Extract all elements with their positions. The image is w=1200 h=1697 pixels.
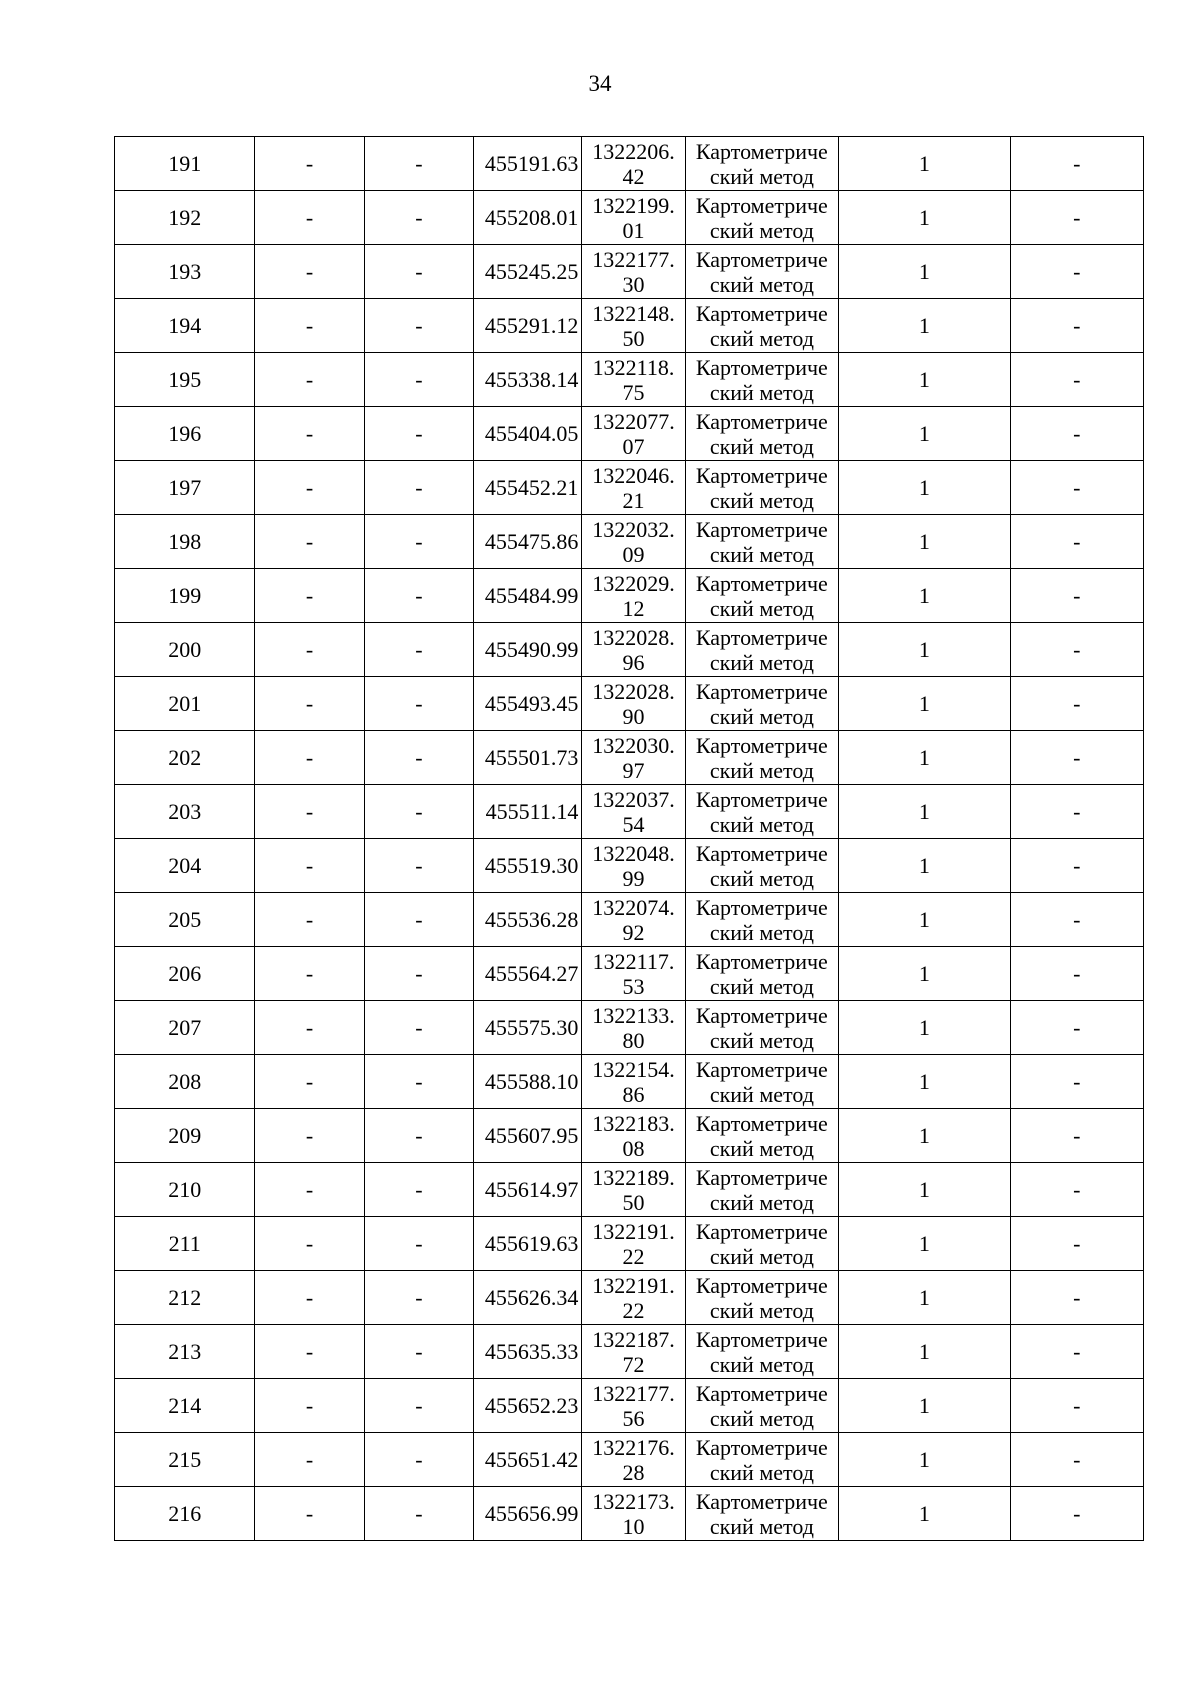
method-cell: Картометриче ский метод [685,785,838,839]
accuracy-cell: 1 [839,1271,1011,1325]
point-number-cell: 205 [115,893,255,947]
y-coordinate-cell: 1322028. 96 [582,623,685,677]
method-cell: Картометриче ский метод [685,407,838,461]
accuracy-cell: 1 [839,137,1011,191]
note-cell: - [1010,623,1143,677]
note-cell: - [1010,137,1143,191]
empty-value-cell: - [255,1271,364,1325]
table-row [115,1271,1144,1325]
note-cell: - [1010,461,1143,515]
point-number-cell: 214 [115,1379,255,1433]
table-row [115,1325,1144,1379]
x-coordinate-cell: 455519.30 [474,839,582,893]
method-cell: Картометриче ский метод [685,191,838,245]
accuracy-cell: 1 [839,731,1011,785]
empty-value-cell: - [364,1217,473,1271]
note-cell: - [1010,353,1143,407]
point-number-cell: 206 [115,947,255,1001]
accuracy-cell: 1 [839,245,1011,299]
point-number-cell: 209 [115,1109,255,1163]
point-number-cell: 203 [115,785,255,839]
table-row [115,677,1144,731]
y-coordinate-cell: 1322177. 30 [582,245,685,299]
empty-value-cell: - [364,191,473,245]
empty-value-cell: - [364,569,473,623]
note-cell: - [1010,515,1143,569]
note-cell: - [1010,1433,1143,1487]
accuracy-cell: 1 [839,1055,1011,1109]
method-cell: Картометриче ский метод [685,569,838,623]
x-coordinate-cell: 455588.10 [474,1055,582,1109]
y-coordinate-cell: 1322077. 07 [582,407,685,461]
x-coordinate-cell: 455614.97 [474,1163,582,1217]
point-number-cell: 216 [115,1487,255,1541]
table-row [115,839,1144,893]
accuracy-cell: 1 [839,569,1011,623]
accuracy-cell: 1 [839,893,1011,947]
method-cell: Картометриче ский метод [685,245,838,299]
empty-value-cell: - [364,1001,473,1055]
y-coordinate-cell: 1322032. 09 [582,515,685,569]
empty-value-cell: - [364,353,473,407]
table-row [115,893,1144,947]
empty-value-cell: - [255,947,364,1001]
point-number-cell: 195 [115,353,255,407]
table-row [115,191,1144,245]
empty-value-cell: - [364,1379,473,1433]
y-coordinate-cell: 1322118. 75 [582,353,685,407]
note-cell: - [1010,1217,1143,1271]
y-coordinate-cell: 1322037. 54 [582,785,685,839]
empty-value-cell: - [255,515,364,569]
table-row [115,515,1144,569]
x-coordinate-cell: 455651.42 [474,1433,582,1487]
y-coordinate-cell: 1322048. 99 [582,839,685,893]
y-coordinate-cell: 1322074. 92 [582,893,685,947]
x-coordinate-cell: 455536.28 [474,893,582,947]
empty-value-cell: - [364,1325,473,1379]
method-cell: Картометриче ский метод [685,353,838,407]
method-cell: Картометриче ский метод [685,1163,838,1217]
empty-value-cell: - [255,1217,364,1271]
x-coordinate-cell: 455191.63 [474,137,582,191]
table-row [115,1379,1144,1433]
coordinates-table-body [115,137,1144,1541]
point-number-cell: 198 [115,515,255,569]
point-number-cell: 201 [115,677,255,731]
point-number-cell: 210 [115,1163,255,1217]
accuracy-cell: 1 [839,947,1011,1001]
note-cell: - [1010,785,1143,839]
y-coordinate-cell: 1322133. 80 [582,1001,685,1055]
accuracy-cell: 1 [839,1325,1011,1379]
accuracy-cell: 1 [839,1163,1011,1217]
empty-value-cell: - [364,1055,473,1109]
empty-value-cell: - [364,1109,473,1163]
table-row [115,785,1144,839]
y-coordinate-cell: 1322117. 53 [582,947,685,1001]
table-row [115,1001,1144,1055]
empty-value-cell: - [255,407,364,461]
x-coordinate-cell: 455652.23 [474,1379,582,1433]
empty-value-cell: - [255,299,364,353]
note-cell: - [1010,1001,1143,1055]
empty-value-cell: - [255,623,364,677]
empty-value-cell: - [255,1055,364,1109]
x-coordinate-cell: 455575.30 [474,1001,582,1055]
point-number-cell: 207 [115,1001,255,1055]
x-coordinate-cell: 455626.34 [474,1271,582,1325]
empty-value-cell: - [364,947,473,1001]
method-cell: Картометриче ский метод [685,1055,838,1109]
method-cell: Картометриче ский метод [685,515,838,569]
empty-value-cell: - [364,1433,473,1487]
x-coordinate-cell: 455501.73 [474,731,582,785]
empty-value-cell: - [255,191,364,245]
table-row [115,947,1144,1001]
point-number-cell: 208 [115,1055,255,1109]
y-coordinate-cell: 1322046. 21 [582,461,685,515]
accuracy-cell: 1 [839,515,1011,569]
y-coordinate-cell: 1322030. 97 [582,731,685,785]
empty-value-cell: - [364,731,473,785]
empty-value-cell: - [364,839,473,893]
coordinates-table [114,136,1144,1541]
empty-value-cell: - [255,1487,364,1541]
method-cell: Картометриче ский метод [685,461,838,515]
empty-value-cell: - [255,1379,364,1433]
accuracy-cell: 1 [839,191,1011,245]
empty-value-cell: - [364,407,473,461]
accuracy-cell: 1 [839,785,1011,839]
y-coordinate-cell: 1322154. 86 [582,1055,685,1109]
empty-value-cell: - [255,461,364,515]
method-cell: Картометриче ский метод [685,1433,838,1487]
empty-value-cell: - [364,137,473,191]
table-row [115,407,1144,461]
x-coordinate-cell: 455490.99 [474,623,582,677]
point-number-cell: 200 [115,623,255,677]
accuracy-cell: 1 [839,1001,1011,1055]
method-cell: Картометриче ский метод [685,1001,838,1055]
method-cell: Картометриче ский метод [685,677,838,731]
accuracy-cell: 1 [839,407,1011,461]
empty-value-cell: - [255,245,364,299]
note-cell: - [1010,1487,1143,1541]
y-coordinate-cell: 1322189. 50 [582,1163,685,1217]
note-cell: - [1010,407,1143,461]
x-coordinate-cell: 455564.27 [474,947,582,1001]
accuracy-cell: 1 [839,1433,1011,1487]
table-row [115,623,1144,677]
accuracy-cell: 1 [839,1487,1011,1541]
page-number: 34 [588,71,612,96]
accuracy-cell: 1 [839,839,1011,893]
point-number-cell: 193 [115,245,255,299]
table-row [115,1433,1144,1487]
point-number-cell: 199 [115,569,255,623]
accuracy-cell: 1 [839,461,1011,515]
x-coordinate-cell: 455607.95 [474,1109,582,1163]
y-coordinate-cell: 1322199. 01 [582,191,685,245]
table-row [115,137,1144,191]
note-cell: - [1010,1379,1143,1433]
note-cell: - [1010,731,1143,785]
point-number-cell: 211 [115,1217,255,1271]
accuracy-cell: 1 [839,677,1011,731]
note-cell: - [1010,569,1143,623]
x-coordinate-cell: 455635.33 [474,1325,582,1379]
empty-value-cell: - [255,353,364,407]
empty-value-cell: - [255,677,364,731]
y-coordinate-cell: 1322191. 22 [582,1217,685,1271]
y-coordinate-cell: 1322029. 12 [582,569,685,623]
table-row [115,1487,1144,1541]
method-cell: Картометриче ский метод [685,1271,838,1325]
empty-value-cell: - [364,299,473,353]
table-row [115,245,1144,299]
table-row [115,569,1144,623]
method-cell: Картометриче ский метод [685,1217,838,1271]
empty-value-cell: - [255,893,364,947]
point-number-cell: 212 [115,1271,255,1325]
accuracy-cell: 1 [839,353,1011,407]
method-cell: Картометриче ский метод [685,1487,838,1541]
empty-value-cell: - [364,461,473,515]
y-coordinate-cell: 1322176. 28 [582,1433,685,1487]
note-cell: - [1010,893,1143,947]
point-number-cell: 197 [115,461,255,515]
y-coordinate-cell: 1322206. 42 [582,137,685,191]
method-cell: Картометриче ский метод [685,1109,838,1163]
x-coordinate-cell: 455404.05 [474,407,582,461]
empty-value-cell: - [255,1001,364,1055]
empty-value-cell: - [364,893,473,947]
point-number-cell: 204 [115,839,255,893]
empty-value-cell: - [364,677,473,731]
x-coordinate-cell: 455452.21 [474,461,582,515]
x-coordinate-cell: 455245.25 [474,245,582,299]
y-coordinate-cell: 1322173. 10 [582,1487,685,1541]
table-row [115,1217,1144,1271]
y-coordinate-cell: 1322183. 08 [582,1109,685,1163]
x-coordinate-cell: 455291.12 [474,299,582,353]
table-row [115,1109,1144,1163]
point-number-cell: 213 [115,1325,255,1379]
point-number-cell: 202 [115,731,255,785]
y-coordinate-cell: 1322148. 50 [582,299,685,353]
method-cell: Картометриче ский метод [685,893,838,947]
x-coordinate-cell: 455619.63 [474,1217,582,1271]
table-row [115,299,1144,353]
table-row [115,731,1144,785]
x-coordinate-cell: 455656.99 [474,1487,582,1541]
x-coordinate-cell: 455208.01 [474,191,582,245]
note-cell: - [1010,677,1143,731]
table-row [115,353,1144,407]
note-cell: - [1010,1055,1143,1109]
point-number-cell: 191 [115,137,255,191]
note-cell: - [1010,1271,1143,1325]
empty-value-cell: - [255,839,364,893]
empty-value-cell: - [364,1271,473,1325]
empty-value-cell: - [364,245,473,299]
note-cell: - [1010,299,1143,353]
point-number-cell: 194 [115,299,255,353]
x-coordinate-cell: 455511.14 [474,785,582,839]
empty-value-cell: - [364,515,473,569]
y-coordinate-cell: 1322191. 22 [582,1271,685,1325]
accuracy-cell: 1 [839,299,1011,353]
method-cell: Картометриче ский метод [685,731,838,785]
point-number-cell: 192 [115,191,255,245]
method-cell: Картометриче ский метод [685,947,838,1001]
note-cell: - [1010,191,1143,245]
table-row [115,1055,1144,1109]
table-row [115,461,1144,515]
y-coordinate-cell: 1322177. 56 [582,1379,685,1433]
method-cell: Картометриче ский метод [685,299,838,353]
empty-value-cell: - [364,623,473,677]
empty-value-cell: - [364,1487,473,1541]
empty-value-cell: - [255,1433,364,1487]
empty-value-cell: - [255,1109,364,1163]
empty-value-cell: - [255,137,364,191]
empty-value-cell: - [255,1163,364,1217]
note-cell: - [1010,1325,1143,1379]
empty-value-cell: - [255,1325,364,1379]
accuracy-cell: 1 [839,1109,1011,1163]
accuracy-cell: 1 [839,1217,1011,1271]
point-number-cell: 215 [115,1433,255,1487]
empty-value-cell: - [255,731,364,785]
method-cell: Картометриче ский метод [685,1379,838,1433]
note-cell: - [1010,245,1143,299]
method-cell: Картометриче ский метод [685,839,838,893]
note-cell: - [1010,1109,1143,1163]
method-cell: Картометриче ский метод [685,1325,838,1379]
x-coordinate-cell: 455493.45 [474,677,582,731]
accuracy-cell: 1 [839,623,1011,677]
method-cell: Картометриче ский метод [685,137,838,191]
note-cell: - [1010,1163,1143,1217]
empty-value-cell: - [364,785,473,839]
method-cell: Картометриче ский метод [685,623,838,677]
accuracy-cell: 1 [839,1379,1011,1433]
x-coordinate-cell: 455338.14 [474,353,582,407]
empty-value-cell: - [364,1163,473,1217]
table-row [115,1163,1144,1217]
empty-value-cell: - [255,569,364,623]
empty-value-cell: - [255,785,364,839]
note-cell: - [1010,839,1143,893]
x-coordinate-cell: 455475.86 [474,515,582,569]
x-coordinate-cell: 455484.99 [474,569,582,623]
y-coordinate-cell: 1322028. 90 [582,677,685,731]
y-coordinate-cell: 1322187. 72 [582,1325,685,1379]
point-number-cell: 196 [115,407,255,461]
note-cell: - [1010,947,1143,1001]
